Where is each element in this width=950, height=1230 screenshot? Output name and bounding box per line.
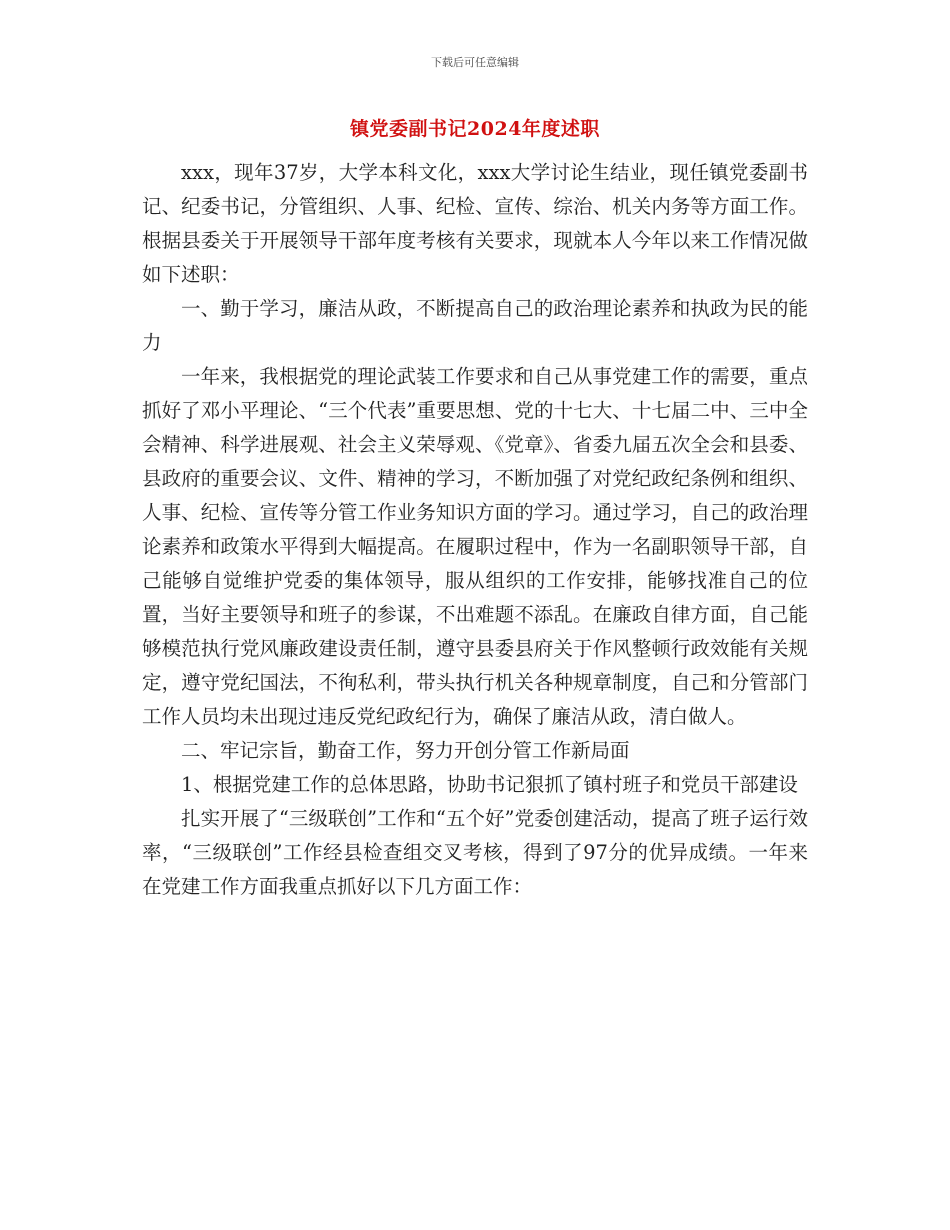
paragraph: xxx，现年37岁，大学本科文化，xxx大学讨论生结业，现任镇党委副书记、纪委书记，分管组织、人事、纪检、宣传、综治、机关内务等方面工作。根据县委关于开展领导干部年度考核有关要求，现就本人今年以来工作情况做如下述职： (142, 161, 808, 286)
document-title: 镇党委副书记2024年度述职 (350, 118, 600, 140)
section-heading: 二、牢记宗旨，勤奋工作，努力开创分管工作新局面 (181, 739, 630, 762)
section-heading: 一、勤于学习，廉洁从政，不断提高自己的政治理论素养和执政为民的能力 (142, 297, 808, 354)
subsection-heading: 1、根据党建工作的总体思路，协助书记狠抓了镇村班子和党员干部建设 (181, 773, 798, 796)
paragraph: 一年来，我根据党的理论武装工作要求和自己从事党建工作的需要，重点抓好了邓小平理论、“三个代表”重要思想、党的十七大、十七届二中、三中全会精神、科学进展观、社会主义荣辱观、《党章》、省委九届五次全会和县委、县政府的重要会议、文件、精神的学习，不断加强了对党纪政纪条例和组织、人事、纪检、宣传等分管工作业务知识方面的学习。通过学习，自己的政治理论素养和政策水平得到大幅提高。在履职过程中，作为一名副职领导干部，自己能够自觉维护党委的集体领导，服从组织的工作安排，能够找准自己的位置，当好主要领导和班子的参谋，不出难题不添乱。在廉政自律方面，自己能够模范执行党风廉政建设责任制，遵守县委县府关于作风整顿行政效能有关规定，遵守党纪国法，不徇私利，带头执行机关各种规章制度，自己和分管部门工作人员均未出现过违反党纪政纪行为，确保了廉洁从政，清白做人。 (142, 365, 808, 728)
document-body (142, 156, 808, 904)
header-note: 下载后可任意编辑 (431, 56, 519, 69)
paragraph: 扎实开展了“三级联创”工作和“五个好”党委创建活动，提高了班子运行效率，“三级联创”工作经县检查组交叉考核，得到了97分的优异成绩。一年来在党建工作方面我重点抓好以下几方面工作： (142, 807, 808, 898)
